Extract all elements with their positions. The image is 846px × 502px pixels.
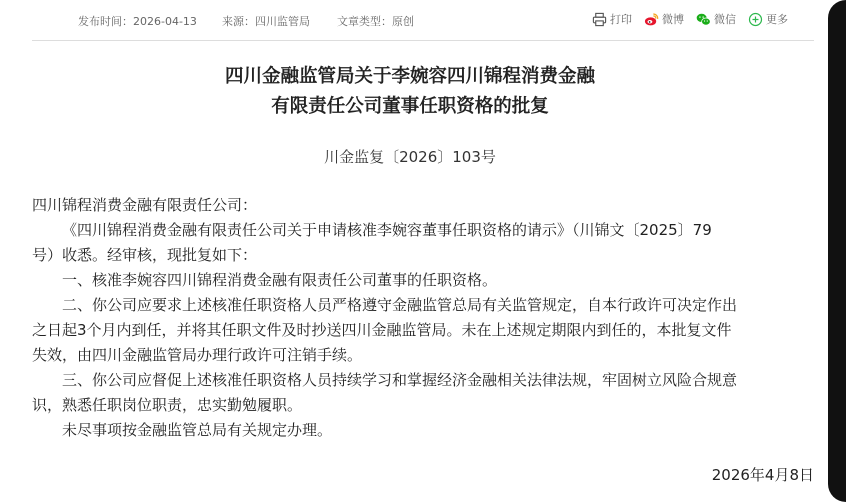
body-line: 之日起3个月内到任，并将其任职文件及时抄送四川金融监管局。未在上述规定期限内到任的，本批复文件 (32, 321, 732, 339)
print-label: 打印 (610, 13, 632, 26)
printer-icon (592, 12, 607, 27)
source-value: 四川监管局 (255, 15, 310, 28)
article-source (222, 13, 310, 29)
header-divider (32, 40, 814, 41)
share-toolbar (592, 11, 788, 27)
publish-time-value: 2026-04-13 (133, 15, 197, 28)
body-line: 识，熟悉任职岗位职责，忠实勤勉履职。 (32, 396, 303, 414)
wechat-label: 微信 (714, 13, 736, 26)
plus-circle-icon (748, 12, 763, 27)
body-line: 一、核准李婉容四川锦程消费金融有限责任公司董事的任职资格。 (62, 271, 498, 289)
publish-time-label: 发布时间： (78, 15, 133, 28)
body-line: 二、你公司应要求上述核准任职资格人员严格遵守金融监管总局有关监管规定，自本行政许可决定作出 (62, 296, 738, 314)
body-line: 未尽事项按金融监管总局有关规定办理。 (62, 421, 333, 439)
article-type (337, 13, 414, 29)
more-label: 更多 (766, 13, 788, 26)
article-meta-bar (0, 8, 820, 32)
weibo-share-button[interactable] (644, 11, 684, 27)
article-title-line-2: 有限责任公司董事任职资格的批复 (271, 96, 549, 117)
source-label: 来源： (222, 15, 255, 28)
type-label: 文章类型： (337, 15, 392, 28)
weibo-icon (644, 12, 659, 27)
document-number: 川金监复〔2026〕103号 (324, 148, 496, 166)
type-value: 原创 (392, 15, 414, 28)
body-line: 三、你公司应督促上述核准任职资格人员持续学习和掌握经济金融相关法律法规，牢固树立风险合规意 (62, 371, 738, 389)
print-button[interactable] (592, 11, 632, 27)
wechat-share-button[interactable] (696, 11, 736, 27)
body-line: 《四川锦程消费金融有限责任公司关于申请核准李婉容董事任职资格的请示》（川锦文〔2025〕79 (62, 221, 712, 239)
body-line: 失效，由四川金融监管局办理行政许可注销手续。 (32, 346, 363, 364)
article-title-line-1: 四川金融监管局关于李婉容四川锦程消费金融 (224, 66, 595, 87)
weibo-label: 微博 (662, 13, 684, 26)
more-share-button[interactable] (748, 11, 788, 27)
addressee: 四川锦程消费金融有限责任公司： (32, 196, 258, 214)
publish-time (78, 13, 197, 29)
device-frame-edge (828, 0, 846, 502)
body-line: 号）收悉。经审核，现批复如下： (32, 246, 258, 264)
wechat-icon (696, 12, 711, 27)
issue-date: 2026年4月8日 (711, 466, 814, 484)
